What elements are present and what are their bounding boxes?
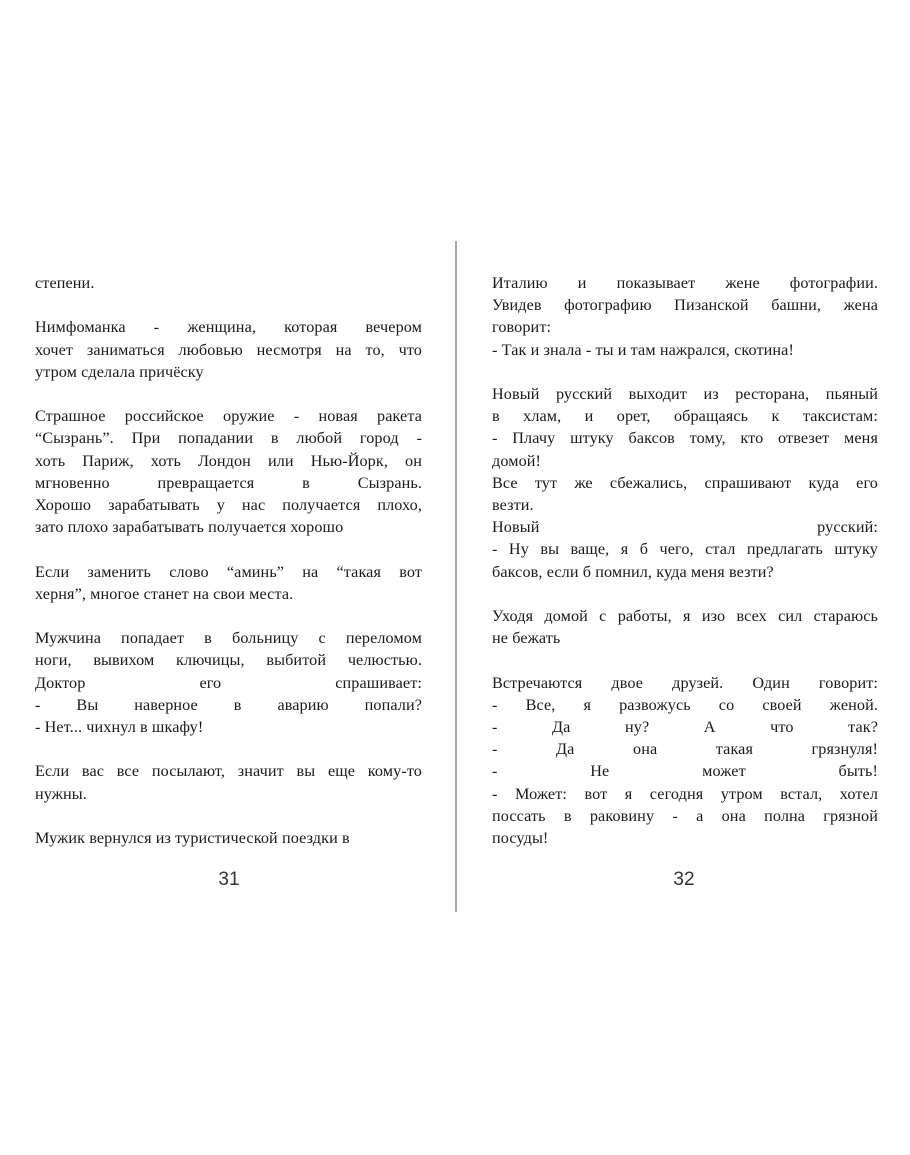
paragraph (492, 605, 878, 649)
text-line: зато плохо зарабатывать получается хорошо (35, 518, 344, 537)
text-line: нужны. (35, 784, 87, 803)
text-line: домой! (492, 451, 542, 470)
left-page-number: 31 (218, 869, 240, 890)
paragraph (35, 272, 422, 294)
text-line: - Может: вот я сегодня утром встал, хотел (492, 784, 878, 803)
text-line: Доктор его спрашивает: (35, 673, 422, 692)
text-line: Все тут же сбежались, спрашивают куда его (492, 473, 878, 492)
text-line: Страшное российское оружие - новая ракета (35, 407, 422, 426)
text-line: Уходя домой с работы, я изо всех сил стараюсь (492, 607, 878, 626)
right-page-number: 32 (673, 869, 695, 890)
paragraph (35, 827, 422, 849)
text-line: в хлам, и орет, обращаясь к таксистам: (492, 407, 878, 426)
text-line: мгновенно превращается в Сызрань. (35, 473, 422, 492)
text-line: Увидев фотографию Пизанской башни, жена (492, 296, 878, 315)
text-line: баксов, если б помнил, куда меня везти? (492, 562, 774, 581)
text-line: - Плачу штуку баксов тому, кто отвезет меня (492, 429, 878, 448)
paragraph (492, 383, 878, 583)
right-page (457, 0, 910, 1155)
paragraph (35, 760, 422, 804)
text-line: утром сделала причёску (35, 362, 204, 381)
text-line: - Да ну? А что так? (492, 718, 878, 737)
paragraph (492, 672, 878, 850)
text-line: “Сызрань”. При попадании в любой город - (35, 429, 422, 448)
right-page-body (492, 272, 878, 871)
text-line: Если вас все посылают, значит вы еще кому-то (35, 762, 422, 781)
text-line: - Так и знала - ты и там нажрался, скотина! (492, 340, 794, 359)
text-line: - Все, я развожусь со своей женой. (492, 695, 878, 714)
text-line: херня”, многое станет на свои места. (35, 584, 294, 603)
text-line: поссать в раковину - а она полна грязной (492, 806, 878, 825)
text-line: Хорошо зарабатывать у нас получается плохо, (35, 496, 422, 514)
text-line: Мужчина попадает в больницу с переломом (35, 629, 422, 648)
text-line: везти. (492, 496, 534, 515)
text-line: Нимфоманка - женщина, которая вечером (35, 318, 422, 337)
text-line: не бежать (492, 629, 561, 648)
text-line: - Да она такая грязнуля! (492, 740, 878, 759)
text-line: - Ну вы ваще, я б чего, стал предлагать штуку (492, 540, 878, 559)
paragraph (35, 405, 422, 538)
text-line: степени. (35, 274, 95, 292)
text-line: Новый русский выходит из ресторана, пьяный (492, 385, 878, 403)
text-line: ноги, вывихом ключицы, выбитой челюстью. (35, 651, 422, 670)
text-line: Новый русский: (492, 518, 878, 537)
text-line: говорит: (492, 318, 552, 337)
text-line: Мужик вернулся из туристической поездки в (35, 828, 350, 847)
text-line: посуды! (492, 829, 549, 848)
text-line: - Вы наверное в аварию попали? (35, 695, 422, 714)
text-line: хочет заниматься любовью несмотря на то, что (35, 340, 422, 359)
left-page-body (35, 272, 422, 871)
paragraph (35, 627, 422, 738)
text-line: Встречаются двое друзей. Один говорит: (492, 673, 878, 692)
text-line: Если заменить слово “аминь” на “такая вот (35, 562, 422, 581)
paragraph (492, 272, 878, 361)
text-line: Италию и показывает жене фотографии. (492, 274, 878, 292)
text-line: - Нет... чихнул в шкафу! (35, 718, 204, 736)
text-line: - Не может быть! (492, 762, 878, 781)
paragraph (35, 561, 422, 605)
text-line: хоть Париж, хоть Лондон или Нью-Йорк, он (35, 451, 422, 470)
paragraph (35, 316, 422, 383)
